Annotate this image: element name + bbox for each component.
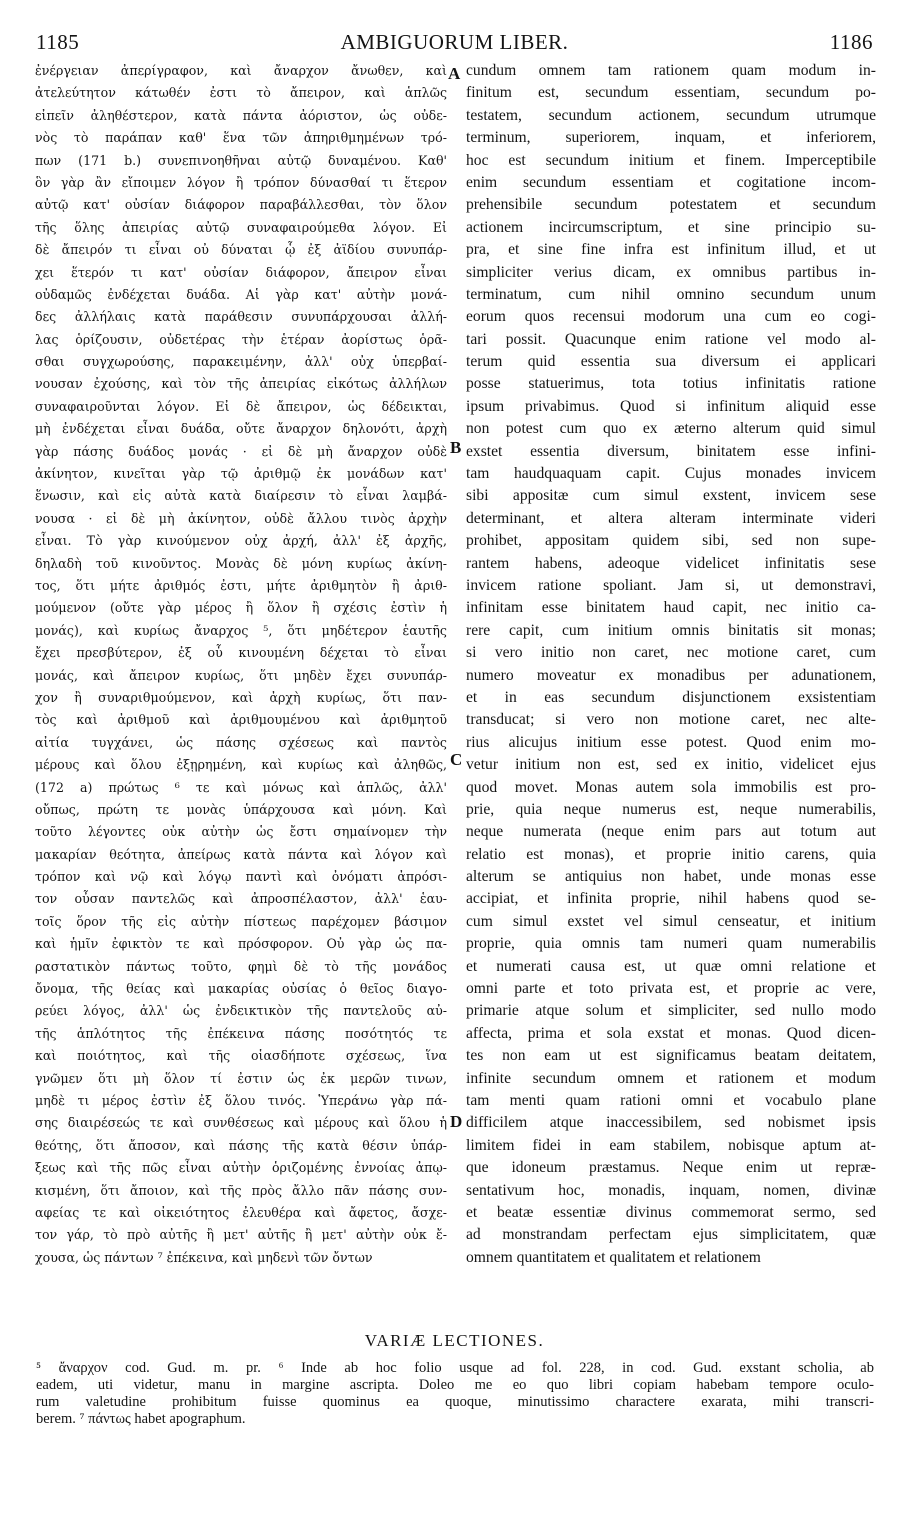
latin-text-line: tam menti quam rationi omni et vocabulo plane bbox=[466, 1091, 876, 1109]
variae-lectiones-notes bbox=[36, 1360, 874, 1428]
variant-note-line: eadem, uti videtur, manu in margine ascripta. Doleo me eo quo libri copiam habebam tempore oculo- bbox=[36, 1377, 874, 1393]
latin-text-line: primarie atque solum et simpliciter, sed nullo modo bbox=[466, 1002, 876, 1020]
greek-text-line: μούμενον (οὔτε γὰρ μέρος ἢ ὅλον ἢ σχέσις ἐστὶν ἡ bbox=[35, 600, 447, 616]
greek-text-line: τοῖς ὅρον τῆς εἰς αὐτὴν πίστεως παρέχομεν βάσιμον bbox=[35, 913, 447, 929]
greek-text-line: αὐτῷ κατ' οὐσίαν διάφορον παραβάλλεσθαι, τὸν ὅλον bbox=[35, 197, 447, 213]
greek-text-line: σθαι συγχωρούσης, παρακειμένην, ἀλλ' οὐχ ὑπερβαί- bbox=[35, 354, 447, 370]
latin-text-line: finitum est, secundum essentiam, secundum po- bbox=[466, 84, 876, 102]
variant-note-line: rum valetudine prohibitum fuisse quominus ea quoque, minutissimo charactere exarata, mihi transcri- bbox=[36, 1394, 874, 1410]
greek-text-line: δὲ ἄπειρόν τι εἶναι οὐ δύναται ᾧ ἐξ ἀϊδίου συνυπάρ- bbox=[35, 242, 447, 258]
latin-text-line: et in eas secundum disjunctionem exsistentiam bbox=[466, 688, 876, 706]
greek-text-line: καὶ ἡμῖν ἐφικτὸν τε καὶ πρόσφορον. Οὐ γὰρ ὡς πα- bbox=[35, 936, 447, 952]
greek-text-line: εἰπεῖν ἀληθέστερον, κατὰ πάντα ἀόριστον, ὡς οὐδε- bbox=[35, 107, 447, 123]
greek-text-line: αφείας τε καὶ οἰκειότητος ἐλευθέρα καὶ ἄφετος, ἄσχε- bbox=[35, 1204, 447, 1220]
latin-text-line: sibi appositæ cum simul exstent, invicem sese bbox=[466, 487, 876, 505]
latin-text-line: hoc est secundum initium et finem. Imperceptibile bbox=[466, 151, 876, 169]
latin-text-line: et beatæ essentiæ divinus commemorat sermo, sed bbox=[466, 1203, 876, 1221]
greek-text-line: (172 a) πρώτως ⁶ τε καὶ μόνως καὶ ἁπλῶς, ἀλλ' bbox=[35, 779, 447, 795]
greek-text-line: συναφαιροῦνται λόγον. Εἰ δὲ ἄπειρον, ὡς δέδεικται, bbox=[35, 398, 447, 414]
latin-text-line: rantem habens, adeoque videlicet infinitatis sese bbox=[466, 554, 876, 572]
latin-text-line: cundum omnem tam rationem quam modum in- bbox=[466, 62, 876, 79]
latin-text-line: omnem quantitatem et qualitatem et relationem bbox=[466, 1248, 761, 1266]
section-marker: B bbox=[450, 438, 462, 457]
latin-text-line: proprie, quia omnis tam numeri quam numerabilis bbox=[466, 935, 876, 953]
latin-text-line: cum simul exstet vel simul censeatur, et initium bbox=[466, 912, 876, 930]
section-marker: D bbox=[450, 1112, 463, 1131]
greek-text-line: νουσα · εἰ δὲ μὴ ἀκίνητον, οὐδὲ ἄλλου τινὸς ἀρχὴν bbox=[35, 510, 447, 526]
latin-text-line: vetur initium non est, sed ex initio, videlicet ejus bbox=[466, 756, 876, 774]
greek-text-line: μονάς), καὶ κυρίως ἄναρχος ⁵, ὅτι μηδέτερον ἑαυτῆς bbox=[35, 622, 447, 638]
latin-text-line: rere capit, cum initium omnis binitatis sit monas; bbox=[466, 621, 876, 639]
greek-text-line: μηδὲ τι μέρος ἐστὶν ἐξ ὅλου τινός. Ὑπεράνω γὰρ πά- bbox=[35, 1092, 447, 1108]
greek-text-line: αἰτία τυγχάνει, ὡς πάσης σχέσεως καὶ παντὸς bbox=[35, 734, 447, 750]
latin-text-line: omni parte et toto privata est, et proprie ac vere, bbox=[466, 980, 876, 998]
latin-text-line: ipsum privabimus. Quod si infinitum aliquid esse bbox=[466, 397, 876, 415]
greek-text-line: λας ὁρίζουσιν, οὐδετέρας τὴν ἑτέραν ἀορίστως ὁρᾶ- bbox=[35, 331, 447, 347]
variae-lectiones-title: VARIÆ LECTIONES. bbox=[364, 1331, 545, 1350]
greek-text-line: ρεύει λόγος, ἀλλ' ὡς ἐνδεικτικὸν τῆς παντελοῦς αὐ- bbox=[35, 1003, 447, 1019]
greek-text-line: μονάς, καὶ ἄπειρον κυρίως, ὅτι μηδὲν ἔχει συνυπάρ- bbox=[35, 667, 447, 683]
greek-text-line: δες ἀλλήλαις κατὰ παράθεσιν συνυπάρχουσαι ἀλλή- bbox=[35, 309, 447, 325]
greek-text-line: τος, ὅτι μήτε ἀριθμός ἐστι, μήτε ἀριθμητὸν ἢ ἀριθ- bbox=[35, 577, 447, 593]
greek-text-line: εἶναι. Τὸ γὰρ κινούμενον οὐχ ἀρχή, ἀλλ' ἐξ ἀρχῆς, bbox=[35, 533, 447, 549]
latin-text-line: non potest cum quo ex æterno alterum quid simul bbox=[466, 420, 876, 438]
latin-text-line: determinant, et altera alteram interminate videri bbox=[466, 509, 876, 527]
latin-text-line: transducat; si vero non motione caret, nec alte- bbox=[466, 711, 876, 729]
latin-text-line: actionem incircumscriptum, et sine principio su- bbox=[466, 218, 876, 236]
running-title: AMBIGUORUM LIBER. bbox=[340, 30, 569, 54]
greek-text-line: ἀκίνητον, κινεῖται γὰρ τῷ ἀριθμῷ ἐκ μονάδων κατ' bbox=[35, 466, 447, 482]
greek-text-line: τὸς καὶ ἀριθμοῦ καὶ ἀριθμουμένου καὶ ἀριθμητοῦ bbox=[35, 712, 447, 728]
latin-text-line: terminatum, cum nihil omnino secundum unum bbox=[466, 285, 876, 303]
greek-text-line: σης διαιρέσεώς τε καὶ συνθέσεως καὶ μέρους καὶ ὅλου ἡ bbox=[35, 1115, 447, 1131]
greek-text-line: τῆς ὅλης ἀπειρίας αὐτῷ συναφαιρούμεθα λόγον. Εἰ bbox=[35, 219, 447, 235]
latin-text-line: relatio est monas), et proprie initio carens, quia bbox=[466, 845, 876, 863]
greek-text-line: τον οὖσαν παντελῶς καὶ ἀπροσπέλαστον, ἀλλ' ἑαυ- bbox=[35, 891, 447, 907]
latin-text-line: prohibet, appositam quidem sibi, sed non supe- bbox=[466, 532, 876, 550]
latin-text-line: rius alicujus initium esse potest. Quod enim mo- bbox=[466, 733, 876, 751]
greek-text-line: μέρους καὶ ὅλου ἐξῃρημένη, καὶ κυρίως καὶ ἀληθῶς, bbox=[35, 757, 447, 773]
greek-text-line: τῆς ἁπλότητος τῆς ἐπέκεινα πάσης ποσότητός τε bbox=[35, 1025, 447, 1041]
greek-text-line: γὰρ πάσης δυάδος μονάς · εἰ δὲ μὴ ἄναρχον οὐδὲ bbox=[35, 443, 447, 459]
greek-text-line: ἀτελεύτητον κάτωθέν ἐστι τὸ ἄπειρον, καὶ ἁπλῶς bbox=[35, 85, 447, 101]
latin-text-line: quod movet. Monas autem sola immobilis est pro- bbox=[466, 778, 876, 796]
greek-text-line: καὶ ποιότητος, καὶ τῆς οἱασδήποτε σχέσεως, ἵνα bbox=[35, 1048, 447, 1064]
latin-text-line: affecta, prima et sola exstat et monas. Quod dicen- bbox=[466, 1024, 876, 1042]
latin-text-line: terum quid essentia sua diversum ei applicari bbox=[466, 353, 876, 371]
greek-text-line: χουσα, ὡς πάντων ⁷ ἐπέκεινα, καὶ μηδενὶ τῶν ὄντων bbox=[35, 1249, 373, 1265]
greek-column bbox=[35, 60, 447, 1269]
greek-text-line: τρόπον καὶ νῷ καὶ λόγῳ παντὶ καὶ ὀνόματι ἀπρόσι- bbox=[35, 869, 447, 885]
latin-text-line: difficilem atque inaccessibilem, sed nobismet ipsis bbox=[466, 1114, 876, 1132]
latin-text-line: alterum se antiquius non habet, unde monas esse bbox=[466, 868, 876, 886]
latin-text-line: infinite secundum omnem et rationem et modum bbox=[466, 1069, 876, 1087]
latin-text-line: limitem fidei in eam stabilem, nobisque aptum at- bbox=[466, 1136, 876, 1154]
latin-text-line: tes non eam ut est significamus beatam deitatem, bbox=[466, 1047, 876, 1065]
greek-text-line: ἕνωσιν, καὶ εἰς αὐτὰ κατὰ διαίρεσιν τὸ εἶναι λαμβά- bbox=[35, 488, 447, 504]
latin-text-line: accipiat, et infinita proprie, nihil habens quod se- bbox=[466, 890, 876, 908]
latin-text-line: testatem, secundum actionem, secundum utrumque bbox=[466, 106, 876, 124]
latin-text-line: tari possit. Quacunque enim ratione vel modo al- bbox=[466, 330, 876, 348]
greek-text-line: χει ἕτερόν τι κατ' οὐσίαν διάφορον, ἄπειρον εἶναι bbox=[35, 264, 447, 280]
variant-note-line: berem. ⁷ πάντως habet apographum. bbox=[36, 1411, 246, 1427]
section-marker: A bbox=[448, 64, 461, 83]
greek-text-line: νουσαν ἐχούσης, καὶ τὸν τῆς ἀπειρίας εἰκότως ἀλλήλων bbox=[35, 376, 447, 392]
greek-text-line: πων (171 b.) συνεπινοηθῆναι αὐτῷ δυναμένου. Καθ' bbox=[35, 152, 447, 168]
greek-text-line: δηλαδὴ τοῦ κινοῦντος. Μονὰς δὲ μόνη κυρίως ἀκίνη- bbox=[35, 555, 447, 571]
greek-text-line: μὴ ἐνδέχεται εἶναι δυάδα, οὔτε ἄναρχον δηλονότι, ἀρχὴ bbox=[35, 421, 447, 437]
section-marker: C bbox=[450, 750, 463, 769]
latin-text-line: neque numerata (neque enim pars aut totum aut bbox=[466, 823, 876, 841]
latin-text-line: tam haudquaquam capit. Cujus monades invicem bbox=[466, 465, 876, 483]
greek-text-line: ὃν γὰρ ἂν εἴποιμεν λόγον ἢ τρόπον δύνασθαί τι ἕτερον bbox=[35, 174, 447, 190]
greek-text-line: οὔπως, πρώτη τε μονὰς ὑπάρχουσα καὶ μόνη. Καὶ bbox=[35, 801, 447, 817]
greek-text-line: ραστατικὸν πάντως τοῦτο, φημὶ δὲ τὸ τῆς μονάδος bbox=[35, 958, 447, 974]
page-number-right: 1186 bbox=[829, 30, 873, 54]
latin-text-line: exstet essentia diversum, binitatem esse infini- bbox=[466, 442, 876, 460]
greek-text-line: τον γάρ, τὸ πρὸ αὐτῆς ἢ μετ' αὐτῆς ἢ μετ' αὐτὴν οὐκ ἔ- bbox=[35, 1227, 447, 1243]
greek-text-line: τοῦτο λέγοντες οὐκ αὐτὴν ὡς ἔστι σημαίνομεν τὴν bbox=[35, 824, 447, 840]
greek-text-line: μακαρίαν θεότητα, ἀπείρως κατὰ πάντα καὶ λόγον καὶ bbox=[35, 846, 447, 862]
latin-text-line: si vero initio non caret, nec motione caret, cum bbox=[466, 644, 876, 662]
latin-text-line: prehensibile secundum potestatem et secundum bbox=[466, 196, 876, 214]
greek-text-line: ξεως καὶ τῆς πῶς εἶναι αὐτὴν ὁριζομένης ἐννοίας ἀπῳ- bbox=[35, 1160, 447, 1176]
latin-text-line: ad monstrandam perfectam ejus simplicitatem, quæ bbox=[466, 1226, 876, 1244]
latin-text-line: numero moveatur ex monadibus per adunationem, bbox=[466, 666, 876, 684]
latin-text-line: et numerati causa est, ut quæ omni relatione et bbox=[466, 957, 876, 975]
latin-text-line: eorum quos recensui modorum una cum eo cogi- bbox=[466, 308, 876, 326]
greek-text-line: ἐνέργειαν ἀπερίγραφον, καὶ ἄναρχον ἄνωθεν, καὶ bbox=[35, 63, 447, 78]
latin-text-line: infinitam esse binitatem haud capit, nec initio ca- bbox=[466, 599, 876, 617]
greek-text-line: γνῶμεν ὅτι μὴ ὅλον τί ἐστιν ὡς ἐκ μερῶν τινων, bbox=[35, 1070, 447, 1086]
latin-text-line: invicem ratione spoliant. Jam si, ut demonstravi, bbox=[466, 576, 876, 594]
latin-text-line: terminum, superiorem, inquam, et inferiorem, bbox=[466, 129, 876, 147]
latin-text-line: prie, quia neque numerus est, neque numerabilis, bbox=[466, 800, 876, 818]
latin-text-line: enim secundum essentiam et cogitatione incom- bbox=[466, 173, 876, 191]
latin-text-line: simpliciter verius dicam, ex omnibus partibus in- bbox=[466, 263, 876, 281]
greek-text-line: θεότης, ὅτι ἄποσον, καὶ πάσης τῆς κατὰ θέσιν ὑπάρ- bbox=[35, 1137, 447, 1153]
running-header bbox=[36, 30, 873, 58]
latin-text-line: sentativum hoc, monadis, inquam, nomen, divinæ bbox=[466, 1181, 876, 1199]
greek-text-line: χον ἢ συναριθμούμενον, καὶ ἀρχὴ κυρίως, ὅτι παν- bbox=[35, 689, 447, 705]
latin-column bbox=[466, 60, 876, 1269]
latin-text-line: que idoneum præstamus. Neque enim ut repræ- bbox=[466, 1159, 876, 1177]
greek-text-line: κισμένη, ὅτι ἄποιον, καὶ τῆς πρὸς ἄλλο πᾶν πάσης συν- bbox=[35, 1182, 447, 1198]
latin-text-line: pra, et sine fine infra est infinitum illud, et ut bbox=[466, 241, 876, 259]
greek-text-line: ἔχει πρεσβύτερον, ἐξ οὗ κινουμένη δέχεται τὸ εἶναι bbox=[35, 645, 447, 661]
greek-text-line: νὸς τὸ παράπαν καθ' ἕνα τῶν ἀπηριθμημένων τρό- bbox=[35, 130, 447, 146]
variant-note-line: ⁵ ἄναρχον cod. Gud. m. pr. ⁶ Inde ab hoc folio usque ad fol. 228, in cod. Gud. exstant scholia, ab bbox=[36, 1360, 874, 1376]
greek-text-line: οὐδαμῶς ἐνδέχεται δυάδα. Αἱ γὰρ κατ' αὐτὴν μονά- bbox=[35, 286, 447, 302]
page-number-left: 1185 bbox=[36, 30, 80, 54]
greek-text-line: ὄνομα, τῆς θείας καὶ μακαρίας οὐσίας ὁ θεῖος διαγο- bbox=[35, 981, 447, 997]
latin-text-line: posse statuerimus, tota totius infinitatis ratione bbox=[466, 375, 876, 393]
